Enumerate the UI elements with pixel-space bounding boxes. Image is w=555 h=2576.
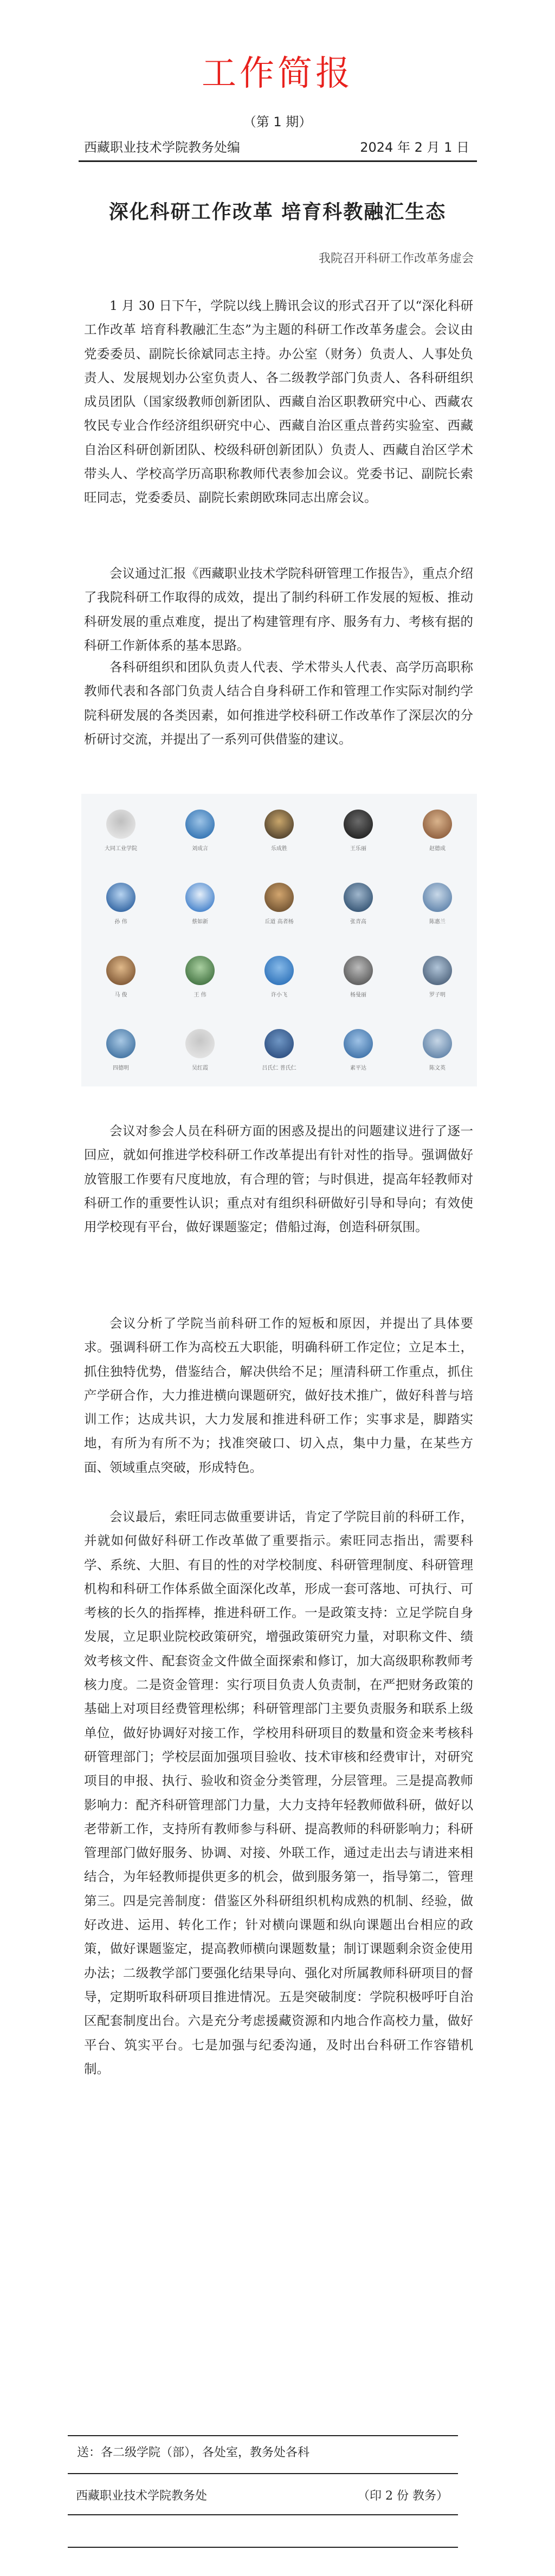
participant-name: 许小飞 xyxy=(271,992,287,998)
participant-tile xyxy=(81,940,160,1013)
participant-avatar xyxy=(264,1029,294,1058)
meeting-participant-grid xyxy=(81,794,477,1086)
publisher-name: 西藏职业技术学院教务处编 xyxy=(84,140,240,155)
participant-tile xyxy=(319,1013,398,1086)
paragraph-text: 各科研组织和团队负责人代表、学术带头人代表、高学历高职称教师代表和各部门负责人结合自身科研工作和管理工作实际对制约学院科研发展的各类因素，如何推进学校科研工作改革作了深层次的分析研讨交流，并提出了一系列可供借鉴的建议。 xyxy=(84,659,473,747)
participant-name: 陈文英 xyxy=(429,1065,446,1071)
participant-name: 王 伟 xyxy=(193,992,206,998)
participant-tile xyxy=(319,940,398,1013)
participant-avatar xyxy=(344,883,373,912)
participant-tile xyxy=(240,940,319,1013)
participant-avatar xyxy=(185,1029,215,1058)
participant-tile xyxy=(160,940,240,1013)
participant-tile xyxy=(319,794,398,867)
participant-avatar xyxy=(185,810,215,839)
participant-avatar xyxy=(185,956,215,985)
participant-avatar xyxy=(106,883,135,912)
participant-tile xyxy=(81,794,160,867)
issue-number: （第 1 期） xyxy=(243,114,312,130)
paragraph-text: 1 月 30 日下午，学院以线上腾讯会议的形式召开了以“深化科研工作改革 培育科教融汇生态”为主题的科研工作改革务虚会。会议由党委委员、副院长徐斌同志主持。办公室（财务）负责人、人事处负责人、发展规划办公室负责人、各二级教学部门负责人、各科研组织成员团队（国家级教师创新团队、西藏自治区职教研究中心、西藏农牧民专业合作经济组织研究中心、西藏自治区重点普药实验室、西藏自治区科研创新团队、校级科研创新团队）负责人、西藏自治区学术带头人、学校高学历高职称教师代表参加会议。党委书记、副院长索旺同志，党委委员、副院长索朗欧珠同志出席会议。 xyxy=(84,298,473,506)
participant-tile xyxy=(398,1013,477,1086)
participant-avatar xyxy=(264,883,294,912)
participant-name: 吕氏仁 普氏仁 xyxy=(262,1065,296,1071)
body-paragraph-6 xyxy=(84,1505,473,2081)
participant-name: 刘成言 xyxy=(192,845,208,852)
participant-avatar xyxy=(344,1029,373,1058)
participant-avatar xyxy=(106,956,135,985)
participant-name: 素平达 xyxy=(350,1065,366,1071)
participant-tile xyxy=(319,867,398,940)
participant-avatar xyxy=(344,810,373,839)
body-paragraph-2 xyxy=(84,561,473,657)
participant-avatar xyxy=(106,1029,135,1058)
participant-tile xyxy=(240,794,319,867)
participant-name: 四德明 xyxy=(113,1065,129,1071)
participant-name: 丘道 高者杨 xyxy=(264,918,294,925)
participant-avatar xyxy=(423,1029,452,1058)
body-paragraph-3 xyxy=(84,655,473,751)
participant-name: 马 俊 xyxy=(114,992,127,998)
participant-avatar xyxy=(344,956,373,985)
participant-tile xyxy=(81,1013,160,1086)
participant-avatar xyxy=(264,956,294,985)
footer-divider xyxy=(68,2435,458,2436)
participant-tile xyxy=(240,867,319,940)
participant-name: 大同工业学院 xyxy=(105,845,137,852)
distribution-list: 送：各二级学院（部），各处室，教务处各科 xyxy=(77,2446,310,2460)
footer-divider xyxy=(68,2473,458,2474)
print-count: （印 2 份 教务） xyxy=(358,2489,448,2503)
printing-office: 西藏职业技术学院教务处 xyxy=(76,2489,208,2503)
participant-tile xyxy=(240,1013,319,1086)
participant-name: 张青高 xyxy=(350,918,366,925)
participant-name: 乐成胜 xyxy=(271,845,287,852)
footer-divider xyxy=(68,2547,458,2548)
participant-avatar xyxy=(106,810,135,839)
paragraph-text: 会议最后，索旺同志做重要讲话，肯定了学院目前的科研工作，并就如何做好科研工作改革做了重要指示。索旺同志指出，需要科学、系统、大胆、有目的性的对学校制度、科研管理制度、科研管理机构和科研工作体系做全面深化改革，形成一套可落地、可执行、可考核的长久的指挥棒，推进科研工作。一是政策支持：立足学院自身发展，立足职业院校政策研究，增强政策研究力量，对职称文件、绩效考核文件、配套资金文件做全面探索和修订，加大高级职称教师考核力度。二是资金管理：实行项目负责人负责制，在严把财务政策的基础上对项目经费管理松绑；科研管理部门主要负责服务和联系上级单位，做好协调好对接工作，学校用科研项目的数量和资金来考核科研管理部门；学校层面加强项目验收、技术审核和经费审计，对研究项目的申报、执行、验收和资金分类管理，分层管理。三是提高教师影响力：配齐科研管理部门力量，大力支持年轻教师做科研，做好以老带新工作，支持所有教师参与科研、提高教师的科研影响力；科研管理部门做好服务、协调、对接、外联工作，通过走出去与请进来相结合，为年轻教师提供更多的机会，做到服务第一，指导第二，管理第三。四是完善制度：借鉴区外科研组织机构成熟的机制、经验，做好改进、运用、转化工作；针对横向课题和纵向课题出台相应的政策，做好课题鉴定，提高教师横向课题数量；制订课题剩余资金使用办法；二级教学部门要强化结果导向、强化对所属教师科研项目的督导，定期听取科研项目推进情况。五是突破制度：学院积极呼吁自治区配套制度出台。六是充分考虑援藏资源和内地合作高校力量，做好平台、筑实平台。七是加强与纪委沟通，及时出台科研工作容错机制。 xyxy=(84,1509,473,2076)
participant-tile xyxy=(398,940,477,1013)
article-headline: 深化科研工作改革 培育科教融汇生态 xyxy=(108,201,447,223)
participant-tile xyxy=(398,867,477,940)
participant-name: 赵德成 xyxy=(429,845,446,852)
article-byline: 我院召开科研工作改革务虚会 xyxy=(318,252,474,266)
paragraph-text: 会议对参会人员在科研方面的困惑及提出的问题建议进行了逐一回应，就如何推进学校科研工作改革提出有针对性的指导。强调做好放管服工作要有尺度地放，有合理的管；与时俱进，提高年轻教师对科研工作的重要性认识；重点对有组织科研做好引导和导向；有效使用学校现有平台，做好课题鉴定；借船过海，创造科研氛围。 xyxy=(84,1123,473,1235)
paragraph-text: 会议通过汇报《西藏职业技术学院科研管理工作报告》，重点介绍了我院科研工作取得的成效，提出了制约科研工作发展的短板、推动科研发展的重点难度，提出了构建管理有序、服务有力、考核有据的科研工作新体系的基本思路。 xyxy=(84,566,473,653)
participant-tile xyxy=(160,867,240,940)
footer-divider xyxy=(68,2514,458,2515)
participant-tile xyxy=(398,794,477,867)
body-paragraph-1 xyxy=(84,294,473,510)
participant-name: 蔡如新 xyxy=(192,918,208,925)
participant-avatar xyxy=(185,883,215,912)
masthead-title: 工作简报 xyxy=(202,54,353,94)
body-paragraph-5 xyxy=(84,1311,473,1479)
publish-date: 2024 年 2 月 1 日 xyxy=(360,140,469,155)
participant-name: 罗子明 xyxy=(429,992,446,998)
participant-name: 陈惠兰 xyxy=(429,918,446,925)
participant-tile xyxy=(160,1013,240,1086)
participant-avatar xyxy=(423,956,452,985)
body-paragraph-4 xyxy=(84,1119,473,1239)
participant-avatar xyxy=(264,810,294,839)
participant-name: 吴红霞 xyxy=(192,1065,208,1071)
participant-name: 王乐丽 xyxy=(350,845,366,852)
participant-tile xyxy=(81,867,160,940)
participant-tile xyxy=(160,794,240,867)
publisher-line xyxy=(84,137,469,156)
participant-name: 孙 伟 xyxy=(114,918,127,925)
participant-name: 杨曼丽 xyxy=(350,992,366,998)
participant-avatar xyxy=(423,883,452,912)
header-divider xyxy=(79,160,477,162)
paragraph-text: 会议分析了学院当前科研工作的短板和原因，并提出了具体要求。强调科研工作为高校五大职能，明确科研工作定位；立足本土，抓住独特优势，借鉴结合，解决供给不足；厘清科研工作重点，抓住产学研合作，大力推进横向课题研究，做好技术推广，做好科普与培训工作；达成共识，大力发展和推进科研工作；实事求是，脚踏实地，有所为有所不为；找准突破口、切入点，集中力量，在某些方面、领域重点突破，形成特色。 xyxy=(84,1316,473,1475)
participant-avatar xyxy=(423,810,452,839)
